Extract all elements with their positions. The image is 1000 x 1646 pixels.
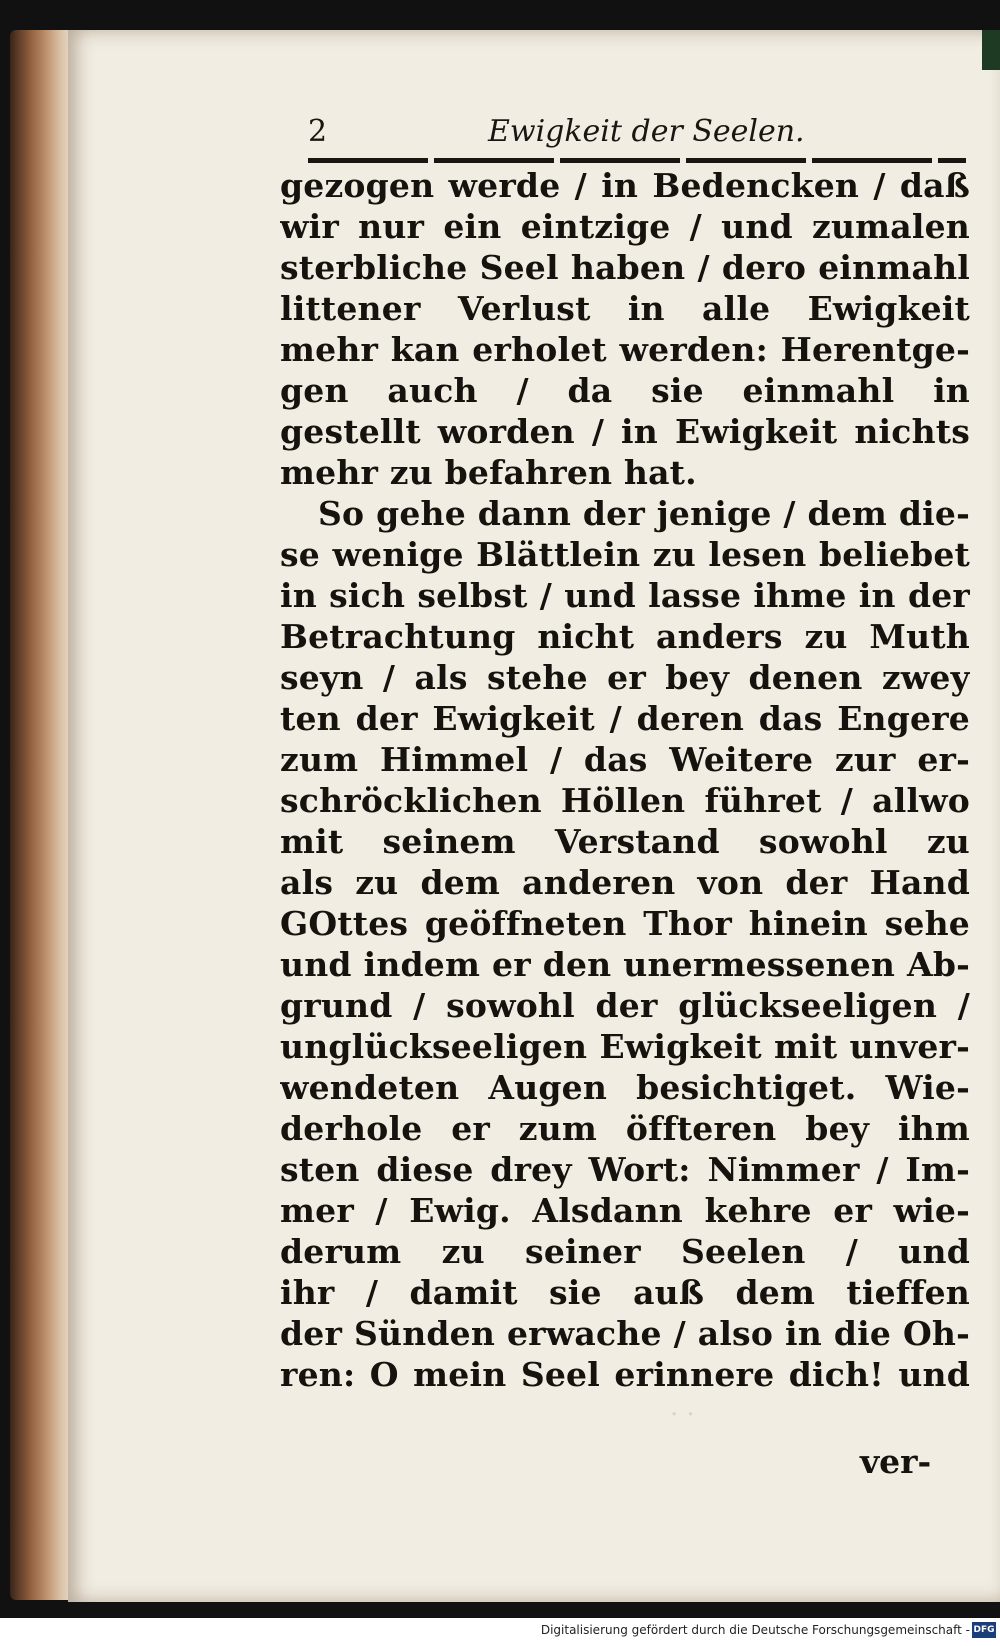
text-line: schröcklichen Höllen führet / allwo — [280, 781, 970, 820]
text-line: ten der Ewigkeit / deren das Engere — [280, 699, 970, 738]
text-line: gestellt worden / in Ewigkeit nichts — [280, 412, 970, 451]
text-line: der Sünden erwache / also in die Oh- — [280, 1314, 970, 1353]
book-fore-edge — [10, 30, 72, 1600]
text-line: So gehe dann der jenige / dem die- — [318, 494, 970, 533]
text-line: gezogen werde / in Bedencken / daß — [280, 166, 970, 205]
text-line: derum zu seiner Seelen / und — [280, 1232, 970, 1271]
page-number: 2 — [308, 114, 328, 149]
header-rule — [308, 158, 966, 163]
text-line: se wenige Blättlein zu lesen beliebet — [280, 535, 970, 574]
text-line: grund / sowohl der glückseeligen / — [280, 986, 970, 1025]
text-line: mit seinem Verstand sowohl zu — [280, 822, 970, 861]
text-line: gen auch / da sie einmahl in — [280, 371, 970, 410]
text-line: in sich selbst / und lasse ihme in der — [280, 576, 970, 615]
text-line: mehr zu befahren hat. — [280, 453, 697, 492]
dfg-logo: DFG — [972, 1622, 996, 1638]
text-line: wir nur ein eintzige / und zumalen — [280, 207, 970, 246]
text-line: GOttes geöffneten Thor hinein sehe — [280, 904, 970, 943]
text-line: mehr kan erholet werden: Herentge- — [280, 330, 970, 369]
text-line: ren: O mein Seel erinnere dich! und — [280, 1355, 970, 1394]
text-line: mer / Ewig. Alsdann kehre er wie- — [280, 1191, 970, 1230]
text-line: sten diese drey Wort: Nimmer / Im- — [280, 1150, 970, 1189]
bleed-through-mark: · · — [670, 1400, 695, 1430]
page-header — [308, 112, 968, 156]
text-line: und indem er den unermessenen Ab- — [280, 945, 970, 984]
catchword: ver- — [860, 1442, 932, 1481]
body-text — [280, 165, 970, 1395]
text-line: Betrachtung nicht anders zu Muth — [280, 617, 970, 656]
running-title: Ewigkeit der Seelen. — [488, 114, 805, 149]
text-line: derhole er zum öffteren bey ihm — [280, 1109, 970, 1148]
cover-corner — [982, 30, 1000, 70]
text-line: unglückseeligen Ewigkeit mit unver- — [280, 1027, 970, 1066]
funding-credit: Digitalisierung gefördert durch die Deutsche Forschungsgemeinschaft - — [540, 1623, 970, 1637]
text-line: wendeten Augen besichtiget. Wie- — [280, 1068, 970, 1107]
text-line: zum Himmel / das Weitere zur er- — [280, 740, 970, 779]
text-line: littener Verlust in alle Ewigkeit — [280, 289, 970, 328]
text-line: als zu dem anderen von der Hand — [280, 863, 970, 902]
text-line: sterbliche Seel haben / dero einmahl — [280, 248, 970, 287]
text-line: seyn / als stehe er bey denen zwey — [280, 658, 970, 697]
text-line: ihr / damit sie auß dem tieffen — [280, 1273, 970, 1312]
digitization-footer — [0, 1618, 1000, 1646]
